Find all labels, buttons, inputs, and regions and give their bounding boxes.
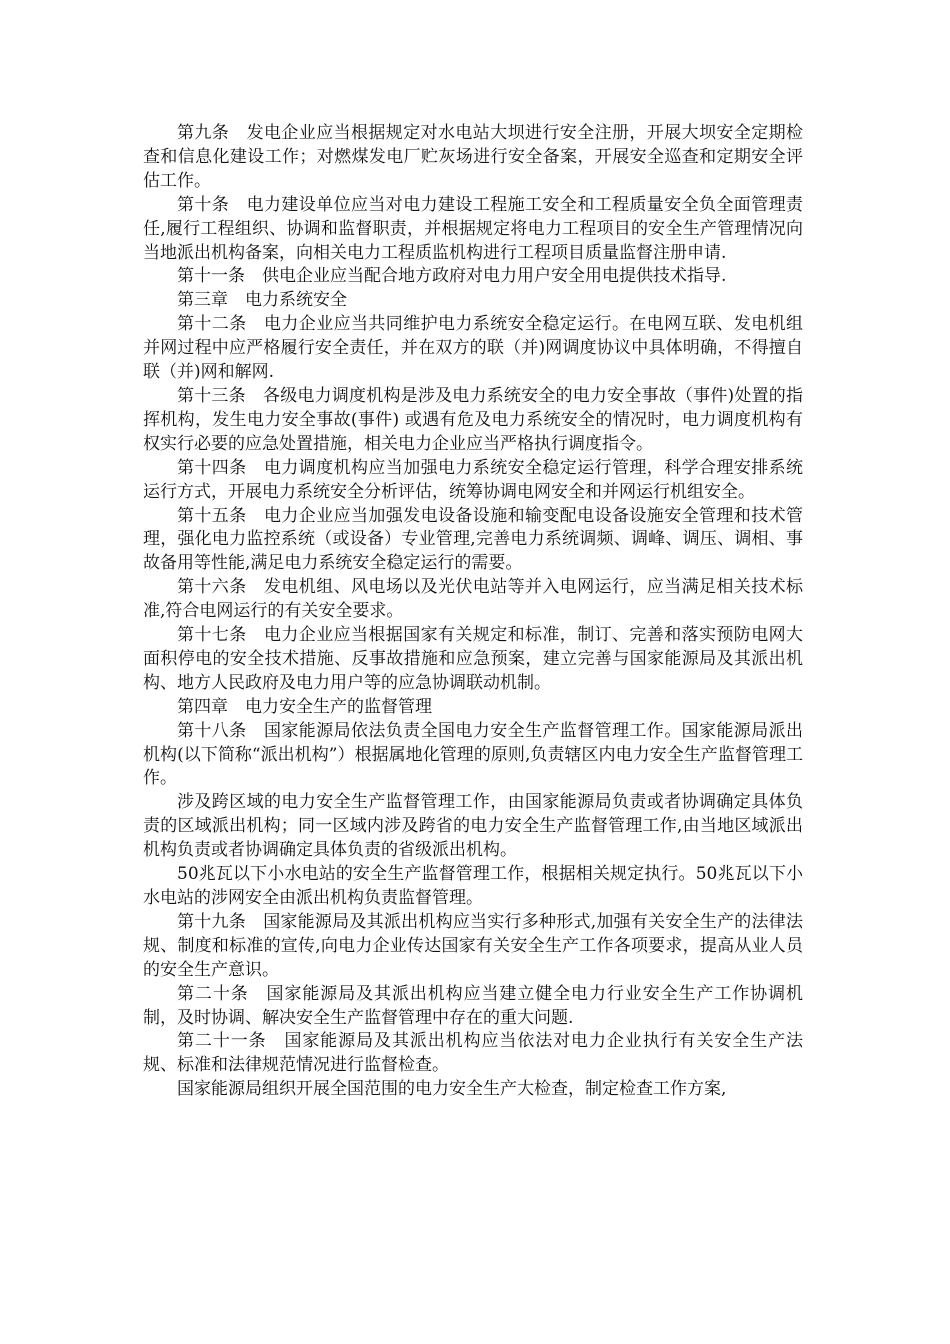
paragraph-article-9: 第九条 发电企业应当根据规定对水电站大坝进行安全注册，开展大坝安全定期检查和信息化建设工作；对燃煤发电厂贮灰场进行安全备案，开展安全巡查和定期安全评估工作。 <box>143 123 803 191</box>
paragraph-national-inspection: 国家能源局组织开展全国范围的电力安全生产大检查，制定检查工作方案, <box>177 1079 727 1100</box>
paragraph-article-19: 第十九条 国家能源局及其派出机构应当实行多种形式,加强有关安全生产的法律法规、制度和标准的宣传,向电力企业传达国家有关安全生产工作各项要求，提高从业人员的安全生产意识。 <box>143 911 803 980</box>
paragraph-article-21: 第二十一条 国家能源局及其派出机构应当依法对电力企业执行有关安全生产法规、标准和法律规范情况进行监督检查。 <box>143 1031 803 1076</box>
document-body <box>143 122 803 1102</box>
chapter-heading-4: 第四章 电力安全生产的监督管理 <box>177 696 432 717</box>
paragraph-cross-region: 涉及跨区域的电力安全生产监督管理工作，由国家能源局负责或者协调确定具体负责的区域派出机构；同一区域内涉及跨省的电力安全生产监督管理工作,由当地区域派出机构负责或者协调确定具体负责的省级派出机构。 <box>143 792 803 861</box>
paragraph-article-12: 第十二条 电力企业应当共同维护电力系统安全稳定运行。在电网互联、发电机组并网过程中应严格履行安全责任，并在双方的联（并)网调度协议中具体明确，不得擅自联（并)网和解网. <box>143 314 803 383</box>
paragraph-article-17: 第十七条 电力企业应当根据国家有关规定和标准，制订、完善和落实预防电网大面积停电的安全技术措施、反事故措施和应急预案，建立完善与国家能源局及其派出机构、地方人民政府及电力用户等的应急协调联动机制。 <box>143 625 803 693</box>
paragraph-article-20: 第二十条 国家能源局及其派出机构应当建立健全电力行业安全生产工作协调机制，及时协调、解决安全生产监督管理中存在的重大问题. <box>143 983 803 1028</box>
chapter-heading-3: 第三章 电力系统安全 <box>177 290 347 311</box>
paragraph-article-15: 第十五条 电力企业应当加强发电设备设施和输变配电设备设施安全管理和技术管理，强化电力监控系统（或设备）专业管理,完善电力系统调频、调峰、调压、调相、事故备用等性能,满足电力系统安全稳定运行的需要。 <box>143 505 803 574</box>
paragraph-article-18: 第十八条 国家能源局依法负责全国电力安全生产监督管理工作。国家能源局派出机构(以下简称“派出机构”）根据属地化管理的原则,负责辖区内电力安全生产监督管理工作。 <box>143 720 803 789</box>
paragraph-article-14: 第十四条 电力调度机构应当加强电力系统安全稳定运行管理，科学合理安排系统运行方式，开展电力系统安全分析评估，统筹协调电网安全和并网运行机组安全。 <box>143 457 803 502</box>
paragraph-article-13: 第十三条 各级电力调度机构是涉及电力系统安全的电力安全事故（事件)处置的指挥机构，发生电力安全事故(事件) 或遇有危及电力系统安全的情况时，电力调度机构有权实行必要的应急处置措施，相关电力企业应当严格执行调度指令。 <box>143 385 803 454</box>
paragraph-article-10: 第十条 电力建设单位应当对电力建设工程施工安全和工程质量安全负全面管理责任,履行工程组织、协调和监督职责，并根据规定将电力工程项目的安全生产管理情况向当地派出机构备案，向相关电力工程质监机构进行工程项目质量监督注册申请. <box>143 194 803 263</box>
paragraph-article-11: 第十一条 供电企业应当配合地方政府对电力用户安全用电提供技术指导. <box>177 266 727 287</box>
paragraph-article-16: 第十六条 发电机组、风电场以及光伏电站等并入电网运行，应当满足相关技术标准,符合电网运行的有关安全要求。 <box>143 577 803 622</box>
paragraph-small-hydro: 50兆瓦以下小水电站的安全生产监督管理工作，根据相关规定执行。50兆瓦以下小水电站的涉网安全由派出机构负责监督管理。 <box>143 864 803 908</box>
